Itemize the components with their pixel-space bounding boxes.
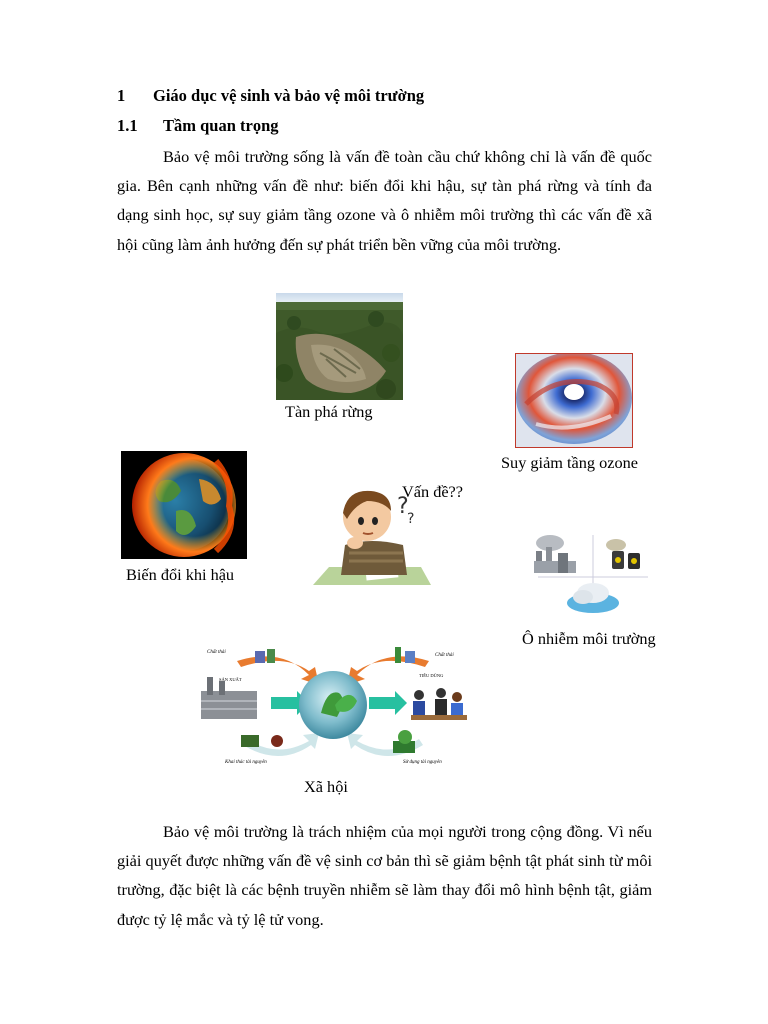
diagram-label-extraction: Khai thác tài nguyên xyxy=(225,760,267,765)
society-diagram xyxy=(197,641,470,769)
pollution-caption: Ô nhiễm môi trường xyxy=(522,629,656,648)
thinking-boy-image xyxy=(311,487,433,595)
subsection-title: Tầm quan trọng xyxy=(163,116,279,135)
pollution-image xyxy=(528,531,658,620)
diagram-label-consumption: TIÊU DÙNG xyxy=(419,673,444,678)
deforestation-image xyxy=(276,293,403,400)
climate-change-caption: Biến đổi khi hậu xyxy=(126,565,235,584)
responsibility-paragraph: Bảo vệ môi trường là trách nhiệm của mọi người trong cộng đồng. Vì nếu giải quyết được những vấn đề vệ sinh cơ bản thì sẽ giảm bệnh tật phát sinh từ môi trường, đặc biệt là các bệnh truyền nhiễm sẽ làm thay đổi mô hình bệnh tật, giảm được tỷ lệ mắc và tỷ lệ tử vong. xyxy=(117,822,652,929)
section-title: Giáo dục vệ sinh và bảo vệ môi trường xyxy=(153,86,425,105)
ozone-image xyxy=(515,353,633,448)
intro-paragraph: Bảo vệ môi trường sống là vấn đề toàn cầu chứ không chỉ là vấn đề quốc gia. Bên cạnh những vấn đề như: biến đổi khi hậu, sự tàn phá rừng và tính đa dạng sinh học, sự suy giảm tầng ozone và ô nhiễm môi trường thì các vấn đề xã hội cũng làm ảnh hưởng đến sự phát triển bền vững của môi trường. xyxy=(117,147,652,254)
subsection-heading xyxy=(117,116,279,136)
climate-change-image xyxy=(121,451,247,559)
diagram-label-waste-left: Chất thải xyxy=(207,650,226,655)
society-caption: Xã hội xyxy=(304,777,348,796)
diagram-label-production: SẢN XUẤT xyxy=(219,677,242,682)
subsection-number: 1.1 xyxy=(117,116,138,135)
svg-text:?: ? xyxy=(407,511,415,527)
diagram-label-usage: Sử dụng tài nguyên xyxy=(403,760,442,765)
ozone-caption: Suy giảm tầng ozone xyxy=(501,453,639,472)
svg-text:?: ? xyxy=(397,494,409,519)
question-caption: Vấn đề?? xyxy=(402,482,464,501)
diagram-label-waste-right: Chất thải xyxy=(435,653,454,658)
section-number: 1 xyxy=(117,86,126,105)
deforestation-caption: Tàn phá rừng xyxy=(285,402,373,421)
section-heading xyxy=(117,86,424,106)
